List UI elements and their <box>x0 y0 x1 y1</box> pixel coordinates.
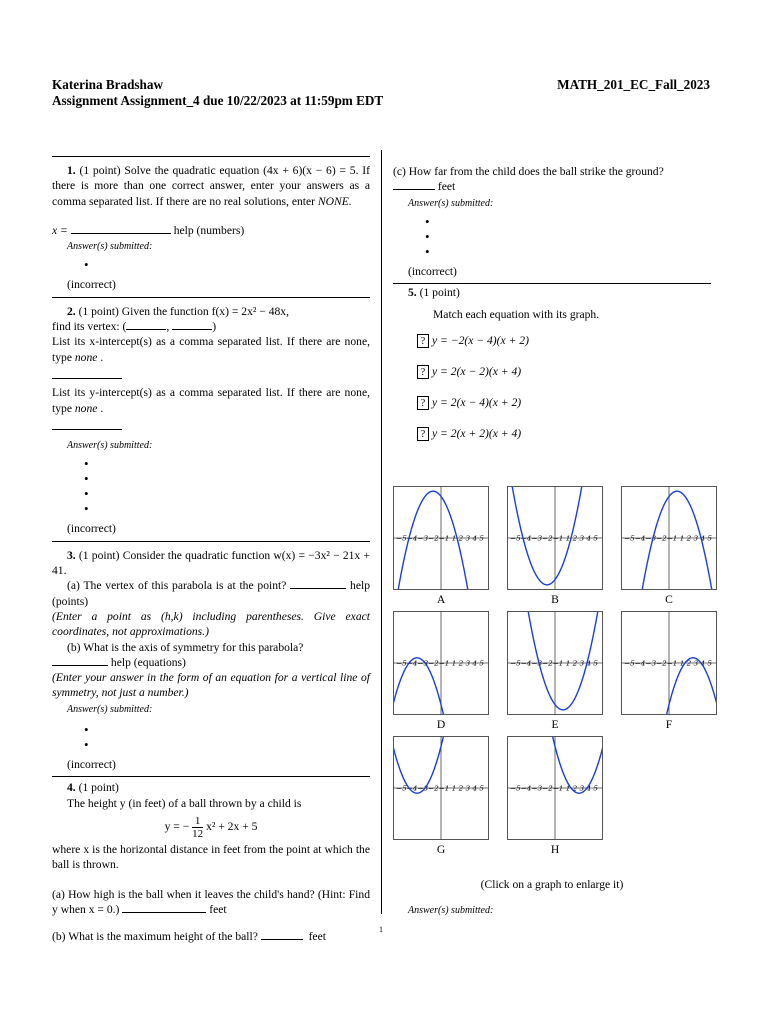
problem-3 <box>52 542 370 773</box>
max-height-input[interactable] <box>261 929 303 940</box>
graph-a[interactable] <box>393 486 489 590</box>
graph-d[interactable] <box>393 611 489 715</box>
graph-label: C <box>665 593 673 606</box>
list-item <box>84 472 370 487</box>
part-a: (a) How high is the ball when it leaves the child's hand? (Hint: Find y when x = 0.) feet <box>52 887 370 916</box>
graph-f[interactable] <box>621 611 717 715</box>
answers-submitted-label: Answer(s) submitted: <box>67 440 153 452</box>
tick-labels: −5−4−3−2−1 1 2 3 4 5 <box>624 535 713 543</box>
vertex-y-input[interactable] <box>172 319 212 330</box>
problem-3-text: 3. (1 point) Consider the quadratic function w(x) = −3x² − 21x + 41. <box>52 548 370 578</box>
part-b-note: (Enter your answer in the form of an equation for a vertical line of symmetry, not just a number.) <box>52 671 370 700</box>
parabola-plot <box>507 611 603 715</box>
list-item <box>84 502 370 517</box>
right-column: (c) How far from the child does the ball strike the ground? feet Answer(s) submitted: • • • (incorrect) 5. (1 point) Match each equation with its graph. ? y = −2(x − 4)(x + 2) ? y = 2(x − 2)(x + 4) ? y = 2(x − 4)(x + 2) ? y = 2(x + 2)(x + 4) <box>393 156 711 457</box>
help-link[interactable]: help (numbers) <box>173 223 245 237</box>
equation-row: ? y = 2(x − 4)(x + 2) <box>417 395 711 426</box>
graph-e[interactable] <box>507 611 603 715</box>
list-item <box>84 258 370 273</box>
graph-b[interactable] <box>507 486 603 590</box>
problem-4: 4. (1 point) The height y (in feet) of a ball thrown by a child is y = − $\frac{1}{12}$ x² + 2x + 5 where x is the horizontal distance in feet from the point at which the ball is thrown. (a) How high is the ball when it leaves the child's hand? (Hint: Find y when x = 0.) feet (b) What is the maximum height of the ball? feet <box>52 781 370 944</box>
graph-h[interactable] <box>507 736 603 840</box>
yint-text: List its y-intercept(s) as a comma separated list. If there are none, type none . <box>52 386 370 415</box>
graph-label: B <box>551 593 559 606</box>
match-select[interactable]: ? <box>417 427 429 441</box>
problem-5: 5. (1 point) Match each equation with its graph. ? y = −2(x − 4)(x + 2) ? y = 2(x − 2)(x + 4) ? y = 2(x − 4)(x + 2) ? y = 2(x + 2)(x + 4) <box>393 284 711 457</box>
submitted-list <box>425 215 711 260</box>
parabola-plot <box>393 736 489 840</box>
match-select[interactable]: ? <box>417 365 429 379</box>
answer-input[interactable] <box>71 223 171 234</box>
xint-text: List its x-intercept(s) as a comma separated list. If there are none, type none . <box>52 335 370 364</box>
submitted-list <box>84 723 370 753</box>
assignment-title: Assignment Assignment_4 due 10/22/2023 at 11:59pm EDT <box>52 93 384 108</box>
status-text: (incorrect) <box>67 758 116 772</box>
height-equation: y = − $\frac{1}{12}$ x² + 2x + 5 <box>164 814 258 840</box>
problem-2 <box>52 298 370 537</box>
parabola-plot <box>621 611 717 715</box>
instruction: Match each equation with its graph. <box>433 308 600 322</box>
submitted-list <box>84 258 370 273</box>
graph-c[interactable] <box>621 486 717 590</box>
answers-submitted-label: Answer(s) submitted: <box>67 703 153 715</box>
answer-line: x = help (numbers) <box>52 223 245 237</box>
vertex-x-input[interactable] <box>126 319 166 330</box>
parabola-plot <box>507 486 603 590</box>
graph-label: A <box>436 593 446 606</box>
part-b: (b) What is the axis of symmetry for this parabola? <box>67 640 304 654</box>
status-text: (incorrect) <box>67 278 116 292</box>
list-item <box>84 723 370 738</box>
list-item <box>425 245 711 260</box>
list-item <box>84 457 370 472</box>
equation-list <box>417 333 711 457</box>
vertex-line: find its vertex: ( , ) <box>52 320 217 334</box>
graph-label: H <box>550 843 560 856</box>
tick-labels: −5−4−3−2−1 1 2 3 4 5 <box>396 535 485 543</box>
list-item <box>425 215 711 230</box>
problem-2-text: 2. (1 point) Given the function f(x) = 2x² − 48x, <box>67 304 289 318</box>
page-number: 1 <box>379 925 383 934</box>
help-link[interactable]: help (points) <box>52 579 370 608</box>
parabola-plot <box>621 486 717 590</box>
answers-submitted-label: Answer(s) submitted: <box>408 197 494 209</box>
status-text: (incorrect) <box>408 264 457 278</box>
answers-submitted-label: Answer(s) submitted: <box>408 905 494 916</box>
vertex-input[interactable] <box>290 578 346 589</box>
answers-submitted-label: Answer(s) submitted: <box>67 241 153 253</box>
problem-1 <box>52 157 370 293</box>
enlarge-hint: (Click on a graph to enlarge it) <box>480 878 624 891</box>
problem-4-intro: The height y (in feet) of a ball thrown by a child is <box>67 796 302 810</box>
tick-labels: −5−4−3−2−1 1 2 3 4 5 <box>396 660 485 668</box>
xint-input[interactable] <box>52 368 122 379</box>
problem-1-text: 1. (1 point) Solve the quadratic equation (4x + 6)(x − 6) = 5. If there is more than one correct answer, enter your answers as a comma separated list. If there are no real solutions, enter NONE. <box>52 164 370 208</box>
student-name: Katerina Bradshaw <box>52 77 163 92</box>
tick-labels: −5−4−3−2−1 1 2 3 4 5 <box>624 660 713 668</box>
help-link[interactable]: help (equations) <box>110 655 186 669</box>
tick-labels: −5−4−3−2−1 1 2 3 4 5 <box>510 535 599 543</box>
equation-row: ? y = 2(x + 2)(x + 4) <box>417 426 711 457</box>
graph-label: D <box>436 718 446 731</box>
tick-labels: −5−4−3−2−1 1 2 3 4 5 <box>510 785 599 793</box>
part-a-note: (Enter a point as (h,k) including parentheses. Give exact coordinates, not approximations.) <box>52 609 370 639</box>
tick-labels: −5−4−3−2−1 1 2 3 4 5 <box>510 660 599 668</box>
match-select[interactable]: ? <box>417 334 429 348</box>
list-item <box>425 230 711 245</box>
part-a: (a) The vertex of this parabola is at the point? help (points) <box>52 579 370 608</box>
left-column <box>52 156 370 944</box>
equation-row: ? y = −2(x − 4)(x + 2) <box>417 333 711 364</box>
graph-g[interactable] <box>393 736 489 840</box>
problem-number: 1. <box>67 164 76 177</box>
tick-labels: −5−4−3−2−1 1 2 3 4 5 <box>396 785 485 793</box>
axis-input[interactable] <box>52 655 108 666</box>
list-item <box>84 738 370 753</box>
column-divider <box>381 150 382 914</box>
part-c: (c) How far from the child does the ball strike the ground? <box>393 165 664 178</box>
status-text: (incorrect) <box>67 522 116 536</box>
list-item <box>84 487 370 502</box>
parabola-plot <box>393 486 489 590</box>
initial-height-input[interactable] <box>122 902 206 913</box>
parabola-plot <box>393 611 489 715</box>
match-select[interactable]: ? <box>417 396 429 410</box>
graph-label: F <box>665 718 673 731</box>
submitted-list <box>84 457 370 517</box>
parabola-plot <box>507 736 603 840</box>
course-name: MATH_201_EC_Fall_2023 <box>557 77 710 92</box>
distance-input[interactable] <box>393 179 435 190</box>
graph-label: E <box>551 718 559 731</box>
where-text: where x is the horizontal distance in feet from the point at which the ball is thrown. <box>52 842 370 872</box>
yint-input[interactable] <box>52 419 122 430</box>
equation-row: ? y = 2(x − 2)(x + 4) <box>417 364 711 395</box>
part-b: (b) What is the maximum height of the ball? feet <box>52 930 326 944</box>
graph-label: G <box>436 843 446 856</box>
